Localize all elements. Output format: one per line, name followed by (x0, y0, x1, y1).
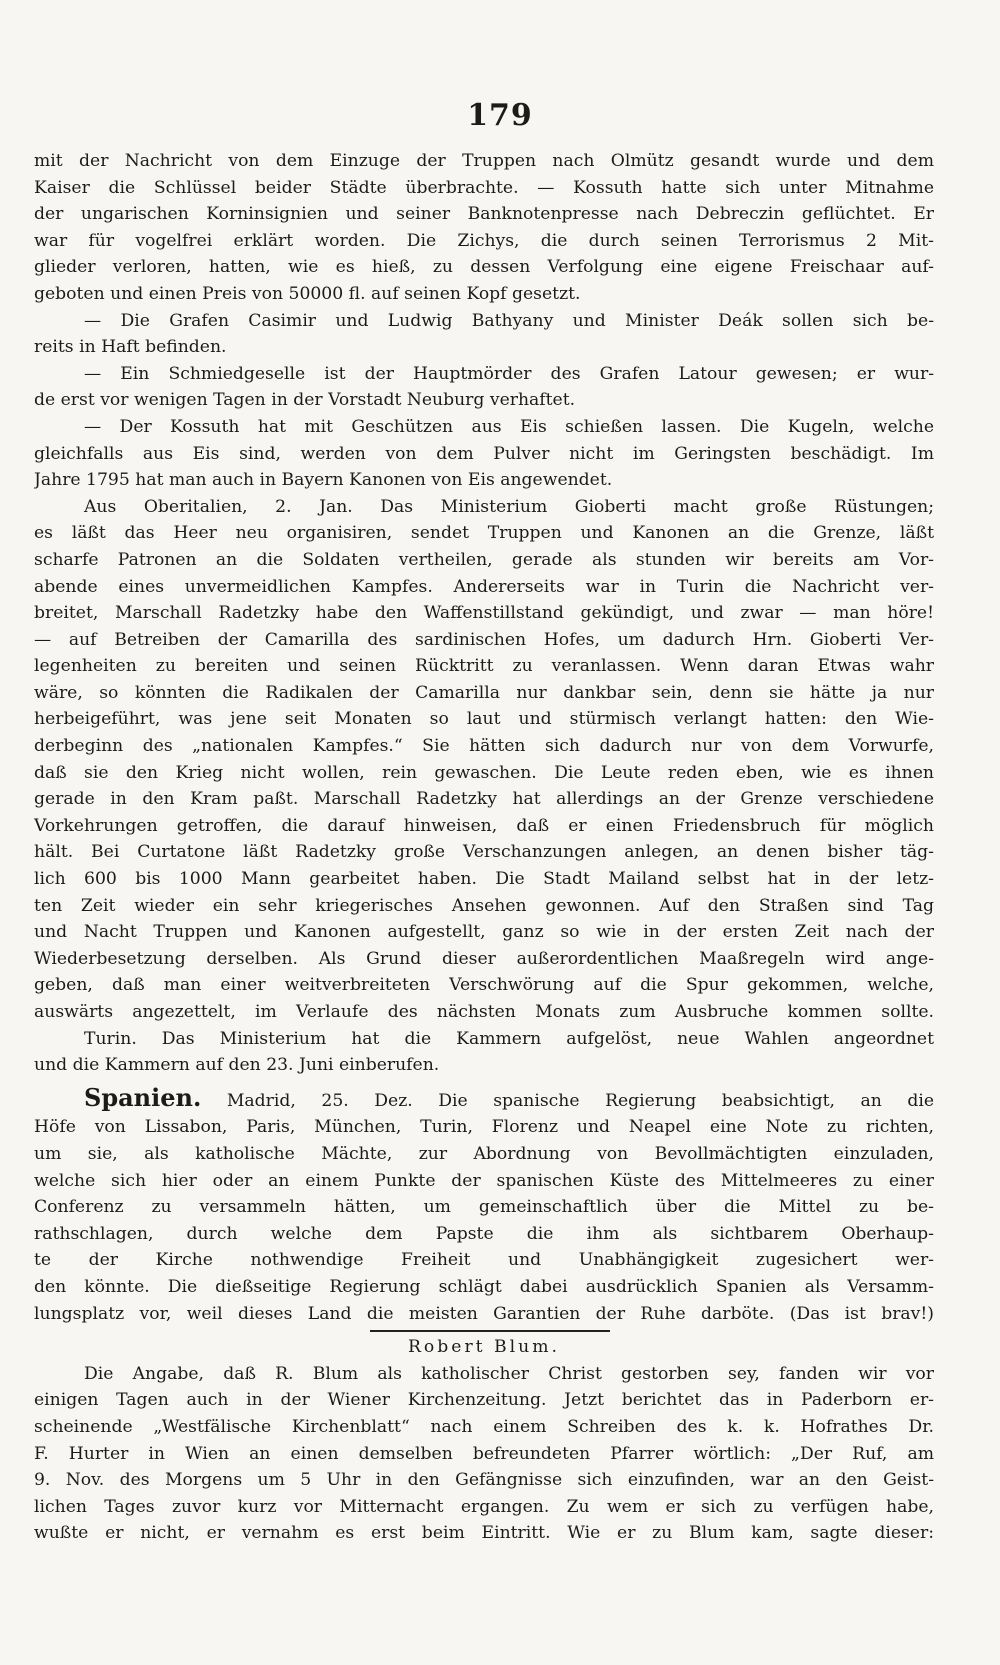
text-line: war für vogelfrei erklärt worden. Die Zichys, die durch seinen Terrorismus 2 Mit- (34, 230, 934, 251)
text-line: rathschlagen, durch welche dem Papste die ihm als sichtbarem Oberhaup- (34, 1223, 934, 1244)
text-line: welche sich hier oder an einem Punkte der spanischen Küste des Mittelmeeres zu einer (34, 1170, 934, 1191)
text-line: — Der Kossuth hat mit Geschützen aus Eis schießen lassen. Die Kugeln, welche (84, 416, 934, 437)
text-line: geben, daß man einer weitverbreiteten Verschwörung auf die Spur gekommen, welche, (34, 975, 934, 996)
text-line: scheinende „Westfälische Kirchenblatt“ nach einem Schreiben des k. k. Hofrathes Dr. (34, 1416, 934, 1437)
text-line: breitet, Marschall Radetzky habe den Waffenstillstand gekündigt, und zwar — man höre! (34, 603, 934, 624)
text-line: Wiederbesetzung derselben. Als Grund dieser außerordentlichen Maaßregeln wird ange- (34, 948, 934, 969)
text-line: lichen Tages zuvor kurz vor Mitternacht ergangen. Zu wem er sich zu verfügen habe, (34, 1496, 934, 1517)
text-line: Jahre 1795 hat man auch in Bayern Kanonen von Eis angewendet. (34, 470, 613, 491)
text-line: den könnte. Die dießseitige Regierung schlägt dabei ausdrücklich Spanien als Versamm- (34, 1276, 934, 1297)
text-line: te der Kirche nothwendige Freiheit und Unabhängigkeit zugesichert wer- (34, 1250, 934, 1271)
page-number: 179 (467, 98, 533, 133)
text-line: daß sie den Krieg nicht wollen, rein gewaschen. Die Leute reden eben, wie es ihnen (34, 762, 934, 783)
text-line: auswärts angezettelt, im Verlaufe des nächsten Monats zum Ausbruche kommen sollte. (34, 1002, 934, 1022)
main-article-block (34, 148, 934, 1079)
text-line: Aus Oberitalien, 2. Jan. Das Ministerium Gioberti macht große Rüstungen; (84, 496, 934, 517)
text-line: legenheiten zu bereiten und seinen Rücktritt zu veranlassen. Wenn daran Etwas wahr (34, 656, 934, 677)
section-divider (370, 1330, 610, 1332)
text-line: lungsplatz vor, weil dieses Land die meisten Garantien der Ruhe darböte. (Das ist brav!) (34, 1303, 934, 1324)
text-line: gleichfalls aus Eis sind, werden von dem Pulver nicht im Geringsten beschädigt. Im (34, 443, 934, 464)
section-title-robert-blum: Robert Blum. (407, 1337, 560, 1358)
text-line: einigen Tagen auch in der Wiener Kirchenzeitung. Jetzt berichtet das in Paderborn er- (34, 1390, 934, 1411)
blum-article-block (34, 1361, 934, 1547)
text-column (34, 148, 934, 1547)
spain-article-block (34, 1114, 934, 1327)
text-line: de erst vor wenigen Tagen in der Vorstadt Neuburg verhaftet. (34, 390, 576, 411)
text-line: — auf Betreiben der Camarilla des sardinischen Hofes, um dadurch Hrn. Gioberti Ver- (34, 629, 934, 650)
text-line: — Die Grafen Casimir und Ludwig Bathyany und Minister Deák sollen sich be- (84, 310, 934, 331)
text-line: Die Angabe, daß R. Blum als katholischer Christ gestorben sey, fanden wir vor (84, 1363, 934, 1384)
text-line: gerade in den Kram paßt. Marschall Radetzky hat allerdings an der Grenze verschiedene (34, 789, 934, 810)
text-line: hält. Bei Curtatone läßt Radetzky große Verschanzungen anlegen, an denen bisher täg- (34, 842, 934, 863)
spain-heading-line (34, 1085, 934, 1115)
text-line: und die Kammern auf den 23. Juni einberufen. (34, 1055, 440, 1076)
text-line: geboten und einen Preis von 50000 fl. auf seinen Kopf gesetzt. (34, 283, 581, 304)
text-line: ten Zeit wieder ein sehr kriegerisches Ansehen gewonnen. Auf den Straßen sind Tag (34, 895, 934, 916)
text-line: — Ein Schmiedgeselle ist der Hauptmörder des Grafen Latour gewesen; er wur- (84, 363, 934, 384)
text-line: glieder verloren, hatten, wie es hieß, zu dessen Verfolgung eine eigene Freischaar auf- (34, 257, 934, 278)
text-line: 9. Nov. des Morgens um 5 Uhr in den Gefängnisse sich einzufinden, war an den Geist- (34, 1470, 934, 1491)
text-line: reits in Haft befinden. (34, 337, 227, 358)
spain-dateline: Madrid, 25. Dez. Die spanische Regierung beabsichtigt, an die (201, 1090, 934, 1111)
text-line: wäre, so könnten die Radikalen der Camarilla nur dankbar sein, denn sie hätte ja nur (34, 682, 934, 703)
text-line: es läßt das Heer neu organisiren, sendet Truppen und Kanonen an die Grenze, läßt (34, 523, 934, 544)
section-heading-spain: Spanien. (84, 1084, 202, 1112)
text-line: derbeginn des „nationalen Kampfes.“ Sie hätten sich dadurch nur von dem Vorwurfe, (34, 736, 934, 757)
text-line: herbeigeführt, was jene seit Monaten so laut und stürmisch verlangt hatten: den Wie- (34, 709, 934, 730)
text-line: abende eines unvermeidlichen Kampfes. Andererseits war in Turin die Nachricht ver- (34, 576, 934, 597)
text-line: Turin. Das Ministerium hat die Kammern aufgelöst, neue Wahlen angeordnet (84, 1028, 934, 1049)
text-line: Kaiser die Schlüssel beider Städte überbrachte. — Kossuth hatte sich unter Mitnahme (34, 177, 934, 198)
text-line: F. Hurter in Wien an einen demselben befreundeten Pfarrer wörtlich: „Der Ruf, am (34, 1443, 934, 1464)
text-line: scharfe Patronen an die Soldaten vertheilen, gerade als stunden wir bereits am Vor- (34, 549, 934, 570)
text-line: lich 600 bis 1000 Mann gearbeitet haben. Die Stadt Mailand selbst hat in der letz- (34, 869, 934, 890)
text-line: um sie, als katholische Mächte, zur Abordnung von Bevollmächtigten einzuladen, (34, 1143, 934, 1164)
text-line: wußte er nicht, er vernahm es erst beim Eintritt. Wie er zu Blum kam, sagte dieser: (34, 1523, 934, 1544)
text-line: mit der Nachricht von dem Einzuge der Truppen nach Olmütz gesandt wurde und dem (34, 151, 934, 171)
text-line: Höfe von Lissabon, Paris, München, Turin, Florenz und Neapel eine Note zu richten, (34, 1117, 934, 1138)
text-line: Conferenz zu versammeln hätten, um gemeinschaftlich über die Mittel zu be- (34, 1197, 934, 1218)
text-line: der ungarischen Korninsignien und seiner Banknotenpresse nach Debreczin geflüchtet. Er (34, 204, 934, 225)
text-line: und Nacht Truppen und Kanonen aufgestellt, ganz so wie in der ersten Zeit nach der (34, 922, 934, 943)
text-line: Vorkehrungen getroffen, die darauf hinweisen, daß er einen Friedensbruch für möglich (34, 815, 934, 836)
